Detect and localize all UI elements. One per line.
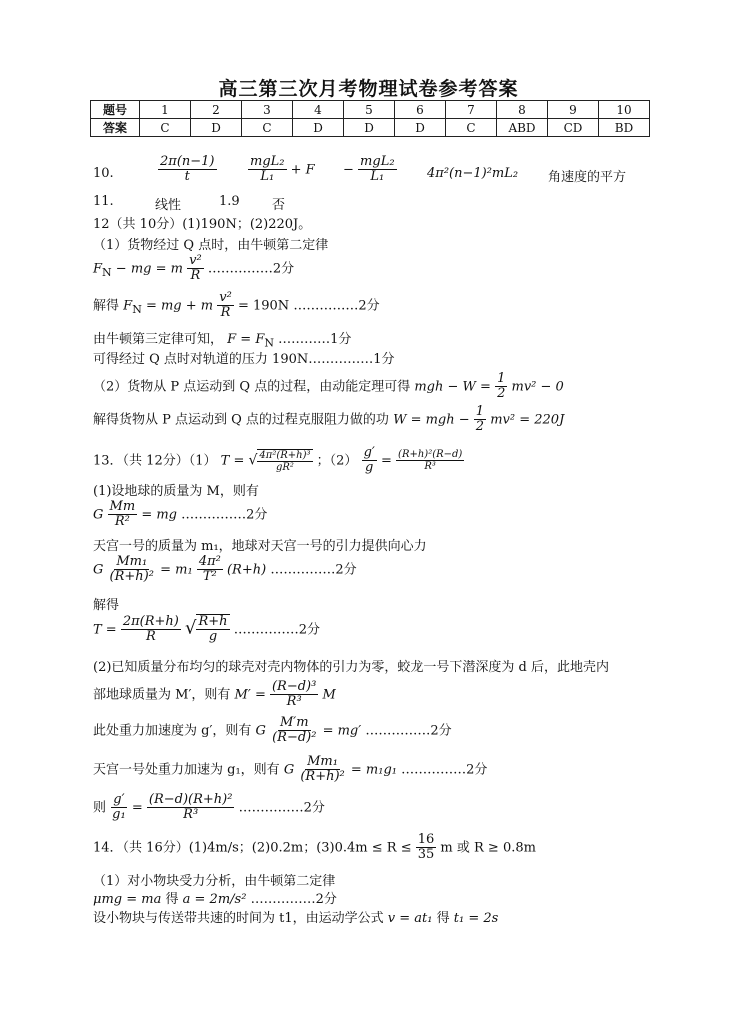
table-cell: D (395, 119, 446, 137)
q11-answer-2: 1.9 (219, 194, 240, 209)
equation-text: M (322, 687, 336, 703)
q13-line-8 (93, 793, 325, 823)
symbol: G (93, 562, 104, 578)
symbol: F (93, 261, 103, 277)
text: 天宫一号处重力加速为 g₁，则有 (93, 762, 280, 778)
table-row-answers (91, 119, 650, 137)
text: ；（2） (316, 453, 358, 469)
fraction-numerator: mgL₂ (360, 154, 395, 169)
fraction-denominator: R (145, 629, 156, 645)
text: （2）货物从 P 点运动到 Q 点的过程，由动能定理可得 (93, 379, 411, 395)
equation-text: a = 2m/s² (182, 892, 247, 907)
text: 部地球质量为 M′，则有 (93, 687, 231, 703)
q10-answer-5: 角速度的平方 (548, 170, 627, 185)
answer-label: 答案 (91, 119, 140, 137)
equation-text: M′ = (234, 687, 266, 703)
equation-text: (R+h) (226, 562, 267, 578)
fraction-denominator: gR² (275, 462, 294, 474)
equation-text: = mg′ (322, 723, 362, 739)
symbol: G (255, 723, 266, 739)
fraction-numerator: g′ (113, 792, 125, 807)
equation-text: − mg = m (115, 261, 183, 277)
table-row-numbers (91, 101, 650, 119)
table-cell: C (446, 119, 497, 137)
equation-text: F = F (227, 332, 265, 347)
equation-text: μmg = ma (93, 892, 162, 907)
score-mark: ……………2分 (233, 622, 320, 638)
symbol: G (93, 507, 104, 523)
fraction-numerator: 16 (417, 832, 435, 847)
sqrt-sign-icon: √ (248, 452, 258, 469)
table-cell: 2 (191, 101, 242, 119)
score-mark: …………1分 (278, 332, 352, 347)
fraction-numerator: mgL₂ (250, 154, 285, 169)
text: 此处重力加速度为 g′，则有 (93, 723, 252, 739)
q12-heading: 12（共 10分）(1)190N；(2)220J。 (93, 217, 312, 232)
equation-text: mv² = 220J (490, 412, 565, 428)
equals-sign: = (381, 453, 392, 469)
q13-line-2: 天宫一号的质量为 m₁，地球对天宫一号的引力提供向心力 (93, 539, 427, 554)
q13-equation-2 (93, 555, 357, 585)
text: 14．（共 16分）(1)4m/s；(2)0.2m；(3)0.4m ≤ R ≤ (93, 840, 412, 856)
q11-answer-1: 线性 (155, 198, 182, 213)
equation-text: mgh − W = (414, 379, 491, 395)
equation-text: T = (93, 622, 117, 638)
fraction-numerator: (R−d)(R+h)² (148, 792, 233, 807)
table-cell: 3 (242, 101, 293, 119)
fraction-numerator: 1 (475, 404, 485, 419)
fraction-denominator: t (184, 169, 190, 185)
fraction-denominator: 2 (497, 386, 506, 402)
q14-line-2 (93, 888, 337, 907)
fraction-numerator: Mm (109, 499, 136, 514)
table-cell: C (140, 119, 191, 137)
fraction-denominator: R² (114, 514, 130, 530)
text: 由牛顿第三定律可知， (93, 332, 224, 347)
fraction-numerator: 4π² (198, 554, 221, 569)
fraction-denominator: 2 (475, 419, 485, 435)
q12-line-2 (93, 291, 380, 321)
q10-answer-2 (248, 155, 315, 185)
q11-number: 11. (93, 194, 114, 209)
q13-equation-3 (93, 614, 320, 645)
sqrt-radicand (257, 449, 312, 473)
score-mark: ……………2分 (250, 892, 337, 907)
q13-line-6 (93, 716, 452, 746)
score-mark: ……………2分 (207, 261, 295, 277)
fraction-numerator: M′m (279, 715, 309, 730)
q14-line-1: （1）对小物块受力分析，由牛顿第二定律 (93, 874, 336, 889)
fraction-numerator: v² (219, 290, 232, 305)
q10-answer-4: 4π²(n−1)²mL₂ (427, 166, 519, 181)
table-cell: D (344, 119, 395, 137)
subscript: N (132, 302, 142, 316)
text: 解得 (93, 298, 120, 314)
subscript: N (102, 265, 112, 279)
symbol: F (123, 298, 133, 314)
table-cell: 5 (344, 101, 395, 119)
fraction-denominator: (R+h)² (300, 769, 345, 785)
equation-text: mv² − 0 (511, 379, 564, 395)
table-cell: 7 (446, 101, 497, 119)
equation-text: v = at₁ (387, 911, 433, 926)
table-cell: 10 (599, 101, 650, 119)
fraction-numerator: R+h (198, 614, 228, 629)
page-title: 高三第三次月考物理试卷参考答案 (218, 78, 519, 100)
fraction-denominator: R (190, 268, 201, 284)
fraction-denominator: g (365, 460, 374, 476)
q12-equation-1 (93, 254, 294, 284)
fraction-numerator: v² (189, 253, 202, 268)
text: 13．（共 12分）（1） (93, 453, 217, 469)
text: 设小物块与传送带共速的时间为 t1，由运动学公式 (93, 911, 384, 926)
q10-answer-1 (158, 155, 217, 185)
q10-number: 10. (93, 166, 114, 181)
equation-text: = m₁g₁ (350, 762, 398, 778)
fraction-denominator: 35 (417, 847, 435, 863)
fraction-denominator: g₁ (112, 807, 126, 823)
answer-table (90, 100, 650, 137)
table-cell: BD (599, 119, 650, 137)
symbol: G (283, 762, 295, 778)
fraction-denominator: g (208, 629, 218, 645)
q10-answer-2-tail: + F (290, 162, 315, 178)
fraction-numerator: 2π(R+h) (122, 614, 179, 629)
q13-line-4: (2)已知质量分布均匀的球壳对壳内物体的引力为零，蛟龙一号下潜深度为 d 后，此地壳内 (93, 660, 610, 675)
q13-equation-1 (93, 500, 267, 530)
fraction-denominator: (R−d)² (272, 730, 317, 746)
fraction-numerator: (R−d)³ (271, 679, 317, 694)
score-mark: ……………2分 (365, 723, 452, 739)
score-mark: ……………2分 (181, 507, 268, 523)
fraction-numerator: Mm₁ (307, 754, 338, 769)
q13-heading (93, 446, 464, 476)
subscript: N (264, 336, 274, 350)
text: m 或 R ≥ 0.8m (440, 840, 536, 856)
table-cell: 8 (497, 101, 548, 119)
header-label: 题号 (91, 101, 140, 119)
equation-text: t₁ = 2s (453, 911, 499, 926)
text: 得 (436, 911, 450, 926)
score-mark: ……………2分 (293, 298, 380, 314)
q13-line-7 (93, 755, 487, 785)
table-cell: CD (548, 119, 599, 137)
table-cell: ABD (497, 119, 548, 137)
q10-answer-3 (343, 155, 397, 185)
sqrt-sign-icon: √ (185, 617, 197, 639)
table-cell: C (242, 119, 293, 137)
fraction-denominator: R³ (286, 694, 302, 710)
sqrt-radicand (196, 614, 229, 645)
text: 得 (165, 892, 179, 907)
fraction-numerator: (R+h)²(R−d) (398, 449, 463, 461)
fraction-denominator: L₁ (370, 169, 385, 185)
equation-text: = mg + m (145, 298, 214, 314)
q12-line-1: （1）货物经过 Q 点时，由牛顿第二定律 (93, 238, 329, 253)
fraction-denominator: R³ (424, 461, 436, 473)
q11-answer-3: 否 (272, 198, 286, 213)
equation-text: = mg (141, 507, 177, 523)
equation-text: = m₁ (160, 562, 193, 578)
q12-line-4: 可得经过 Q 点时对轨道的压力 190N……………1分 (93, 352, 395, 367)
table-cell: D (293, 119, 344, 137)
table-cell: D (191, 119, 242, 137)
equals-sign: = (131, 800, 143, 816)
equation-text: = 190N (237, 298, 290, 314)
fraction-numerator: 1 (497, 371, 506, 386)
fraction-denominator: R³ (183, 807, 199, 823)
table-cell: 4 (293, 101, 344, 119)
q12-line-3 (93, 328, 351, 350)
q12-line-6 (93, 405, 564, 435)
fraction-numerator: g′ (363, 445, 375, 460)
table-cell: 6 (395, 101, 446, 119)
q13-line-1: (1)设地球的质量为 M，则有 (93, 484, 259, 499)
equation-text: T = (220, 453, 245, 469)
q14-heading (93, 833, 536, 863)
q13-line-5 (93, 680, 336, 710)
table-cell: 9 (548, 101, 599, 119)
q13-line-3: 解得 (93, 598, 120, 613)
score-mark: ……………2分 (238, 800, 325, 816)
q12-line-5 (93, 372, 564, 402)
fraction-numerator: 2π(n−1) (160, 154, 215, 169)
text: 则 (93, 800, 107, 816)
score-mark: ……………2分 (270, 562, 357, 578)
score-mark: ……………2分 (401, 762, 488, 778)
fraction-denominator: T² (202, 569, 217, 585)
fraction-denominator: L₁ (260, 169, 275, 185)
fraction-denominator: R (220, 305, 231, 321)
minus-sign: − (343, 162, 354, 178)
text: 解得货物从 P 点运动到 Q 点的过程克服阻力做的功 (93, 412, 389, 428)
fraction-numerator: Mm₁ (116, 554, 148, 569)
fraction-denominator: (R+h)² (109, 569, 154, 585)
equation-text: W = mgh − (393, 412, 470, 428)
q14-line-3 (93, 907, 498, 926)
table-cell: 1 (140, 101, 191, 119)
fraction-numerator: 4π²(R+h)³ (259, 450, 311, 462)
